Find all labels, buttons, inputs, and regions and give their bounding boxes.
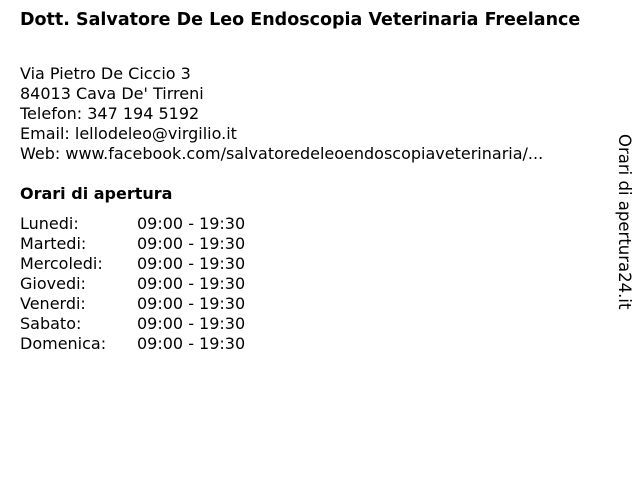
street-address: Via Pietro De Ciccio 3 (20, 64, 191, 83)
day-label: Sabato: (20, 314, 82, 333)
day-label: Domenica: (20, 334, 107, 353)
time-range: 09:00 - 19:30 (137, 214, 246, 233)
site-watermark: Orari di apertura24.it (615, 134, 634, 310)
hours-row-saturday (20, 314, 245, 334)
time-range: 09:00 - 19:30 (137, 274, 246, 293)
hours-row-monday (20, 214, 245, 234)
day-label: Lunedi: (20, 214, 79, 233)
time-range: 09:00 - 19:30 (137, 314, 246, 333)
phone-number: Telefon: 347 194 5192 (20, 104, 200, 123)
hours-row-tuesday (20, 234, 245, 254)
time-range: 09:00 - 19:30 (137, 254, 246, 273)
time-range: 09:00 - 19:30 (137, 334, 246, 353)
hours-row-wednesday (20, 254, 245, 274)
website: Web: www.facebook.com/salvatoredeleoendoscopiaveterinaria/... (20, 144, 544, 163)
hours-row-thursday (20, 274, 245, 294)
day-label: Venerdi: (20, 294, 86, 313)
hours-row-sunday (20, 334, 245, 354)
opening-hours-heading: Orari di apertura (20, 184, 173, 203)
opening-hours-list (20, 214, 245, 354)
business-name: Dott. Salvatore De Leo Endoscopia Veterinaria Freelance (20, 10, 581, 30)
day-label: Giovedi: (20, 274, 86, 293)
contact-block (20, 64, 620, 164)
hours-row-friday (20, 294, 245, 314)
time-range: 09:00 - 19:30 (137, 294, 246, 313)
email-address: Email: lellodeleo@virgilio.it (20, 124, 237, 143)
city-address: 84013 Cava De' Tirreni (20, 84, 204, 103)
time-range: 09:00 - 19:30 (137, 234, 246, 253)
day-label: Martedi: (20, 234, 87, 253)
day-label: Mercoledi: (20, 254, 103, 273)
